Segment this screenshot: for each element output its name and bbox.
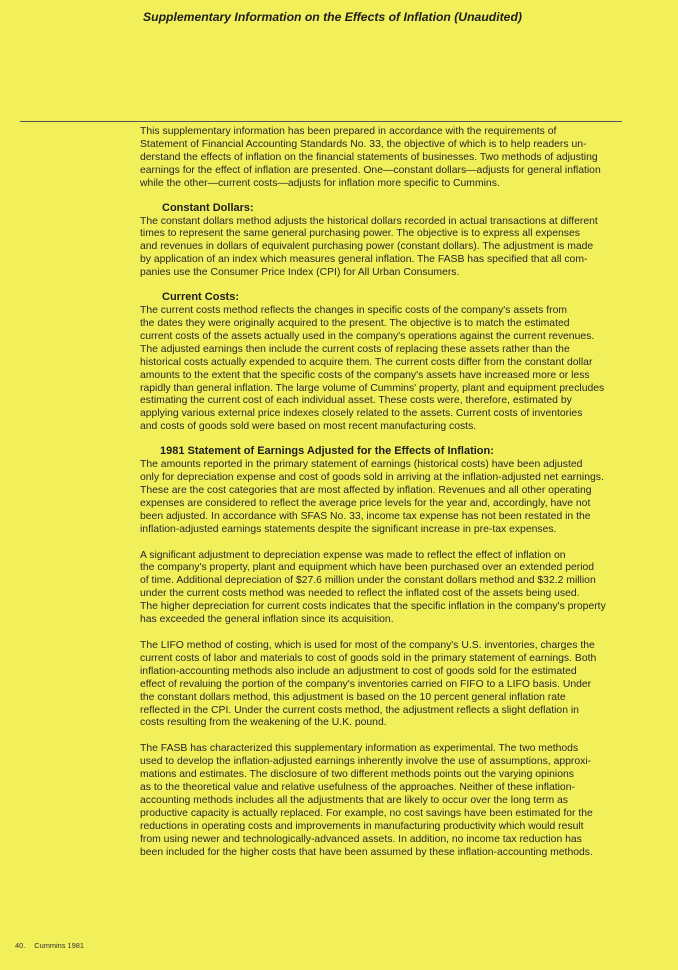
constant-dollars-paragraph: The constant dollars method adjusts the historical dollars recorded in actual transactions at different times to represent the same general purchasing power. The objective is to express all expenses and revenues in dollars of equivalent purchasing power (constant dollars). The adjustment is made by application of an index which measures general inflation. The FASB has specified that all com- panies use the Consumer Price Index (CPI) for All Urban Consumers.: [140, 215, 598, 279]
statement-1981-heading: 1981 Statement of Earnings Adjusted for the Effects of Inflation:: [160, 445, 494, 458]
page-number: 40.: [15, 941, 26, 950]
intro-paragraph: This supplementary information has been prepared in accordance with the requirements of Statement of Financial Accounting Standards No. 33, the objective of which is to help readers un- derstand the effects of inflation on the financial statements of businesses. Two methods of adjusting earnings for the effect of inflation are presented. One—constant dollars—adjusts for general inflation while the other—current costs—adjusts for inflation more specific to Cummins.: [140, 126, 601, 189]
document-body: [140, 126, 616, 860]
header-divider: [20, 121, 622, 122]
page-footer: [15, 941, 84, 950]
statement-paragraph-4: The FASB has characterized this supplementary information as experimental. The two methods used to develop the inflation-adjusted earnings inherently involve the use of assumptions, approxi- mations and estimates. The disclosure of two different methods points out the varying opinions as to the theoretical value and relative usefulness of the approaches. Neither of these inflation- accounting methods includes all the adjustments that are likely to occur over the long term as productive capacity is actually replaced. For example, no cost savings have been estimated for the reductions in operating costs and improvements in manufacturing productivity which would result from using newer and technologically-advanced assets. In addition, no income tax reduction has been included for the higher costs that have been assumed by these inflation-accounting methods.: [140, 743, 593, 858]
current-costs-heading: Current Costs:: [162, 291, 240, 304]
current-costs-paragraph: The current costs method reflects the changes in specific costs of the company's assets from the dates they were originally acquired to the present. The objective is to match the estimated current costs of the assets actually used in the company's operations against the current revenues. The adjusted earnings then include the current costs of replacing these assets rather than the historical costs actually expended to acquire them. The current costs differ from the constant dollar amounts to the extent that the specific costs of the company's assets have increased more or less rapidly than general inflation. The large volume of Cummins' property, plant and equipment precludes estimating the current cost of each individual asset. These costs were, therefore, estimated by applying various external price indexes closely related to the assets. Current costs of inventories and costs of goods sold were based on most recent manufacturing costs.: [140, 305, 605, 433]
statement-paragraph-1: The amounts reported in the primary statement of earnings (historical costs) have been adjusted only for depreciation expense and cost of goods sold in arriving at the inflation-adjusted net earnings. These are the cost categories that are most affected by inflation. Revenues and all other operating expenses are considered to reflect the average price levels for the year and, accordingly, have not been adjusted. In accordance with SFAS No. 33, income tax expense has not been restated in the inflation-adjusted earnings statements despite the significant increase in pre-tax expenses.: [140, 459, 604, 535]
publication-name: Cummins 1981: [34, 941, 84, 950]
statement-paragraph-2: A significant adjustment to depreciation expense was made to reflect the effect of inflation on the company's property, plant and equipment which have been purchased over an extended period of time. Additional depreciation of $27.6 million under the constant dollars method and $32.2 million under the current costs method was needed to reflect the inflated cost of the assets being used. The higher depreciation for current costs indicates that the specific inflation in the company's property has exceeded the general inflation since its acquisition.: [140, 549, 606, 626]
constant-dollars-heading: Constant Dollars:: [162, 201, 254, 214]
statement-paragraph-3: The LIFO method of costing, which is used for most of the company's U.S. inventories, charges the current costs of labor and materials to cost of goods sold in the primary statement of earnings. Both inflation-accounting methods also include an adjustment to cost of goods sold for the estimated effect of revaluing the portion of the company's inventories carried on FIFO to a LIFO basis. Under the constant dollars method, this adjustment is based on the 10 percent general inflation rate reflected in the CPI. Under the current costs method, the adjustment reflects a slight deflation in costs resulting from the weakening of the U.K. pound.: [140, 640, 597, 729]
page-title: Supplementary Information on the Effects of Inflation (Unaudited): [143, 10, 522, 24]
